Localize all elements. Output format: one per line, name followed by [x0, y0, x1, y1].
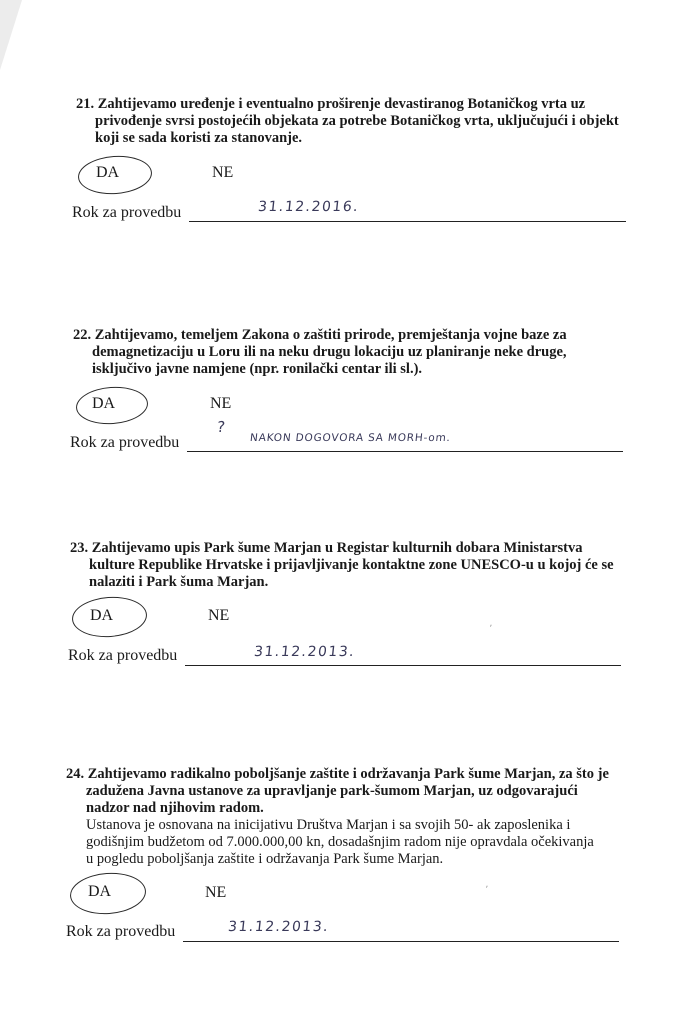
question-24-note-line-1: Ustanova je osnovana na inicijativu Društva Marjan i sa svojih 50- ak zaposlenika i: [86, 817, 571, 833]
rok-underline: [185, 665, 621, 666]
ne-option[interactable]: NE: [212, 164, 234, 181]
question-23-line-2: kulture Republike Hrvatske i prijavljivanje kontaktne zone UNESCO-u u kojoj će se: [89, 557, 614, 573]
handwritten-deadline: 31.12.2013.: [227, 919, 330, 935]
rok-label: Rok za provedbu: [72, 204, 182, 221]
da-option[interactable]: DA: [96, 164, 120, 181]
question-21-line-1: 21. Zahtijevamo uređenje i eventualno proširenje devastiranog Botaničkog vrta uz: [76, 96, 586, 112]
scan-speck: ʹ: [486, 884, 488, 894]
question-24-note-line-3: u pogledu poboljšanja zaštite i održavanja Park šume Marjan.: [86, 851, 444, 867]
da-option[interactable]: DA: [90, 607, 114, 624]
ne-option[interactable]: NE: [208, 607, 230, 624]
rok-label: Rok za provedbu: [70, 434, 180, 451]
handwritten-deadline: NAKON DOGOVORA SA MORH-om.: [249, 432, 452, 444]
da-option[interactable]: DA: [88, 883, 112, 900]
question-22-line-3: isključivo javne namjene (npr. ronilački centar ili sl.).: [92, 361, 423, 377]
question-24-note-line-2: godišnjim budžetom od 7.000.000,00 kn, dosadašnjim radom nije opravdala očekivanja: [86, 834, 594, 850]
rok-underline: [189, 221, 626, 222]
rok-underline: [187, 451, 623, 452]
scan-speck: ʹ: [490, 623, 492, 633]
question-23-line-1: 23. Zahtijevamo upis Park šume Marjan u Registar kulturnih dobara Ministarstva: [70, 540, 583, 556]
handwritten-question-mark: ?: [216, 418, 228, 436]
handwritten-deadline: 31.12.2016.: [257, 199, 360, 215]
question-21-line-3: koji se sada koristi za stanovanje.: [95, 130, 303, 146]
question-23-line-3: nalaziti i Park šuma Marjan.: [89, 574, 269, 590]
ne-option[interactable]: NE: [205, 884, 227, 901]
handwritten-deadline: 31.12.2013.: [253, 644, 356, 660]
rok-label: Rok za provedbu: [68, 647, 178, 664]
rok-label: Rok za provedbu: [66, 923, 176, 940]
rok-underline: [183, 941, 619, 942]
question-24-line-2: zadužena Javna ustanove za upravljanje park-šumom Marjan, uz odgovarajući: [86, 783, 578, 799]
question-22-line-1: 22. Zahtijevamo, temeljem Zakona o zaštiti prirode, premještanja vojne baze za: [73, 327, 567, 343]
question-21-line-2: privođenje svrsi postojećih objekata za potrebe Botaničkog vrta, uključujući i objekt: [95, 113, 619, 129]
ne-option[interactable]: NE: [210, 395, 232, 412]
da-option[interactable]: DA: [92, 395, 116, 412]
question-22-line-2: demagnetizaciju u Loru ili na neku drugu lokaciju uz planiranje neke druge,: [92, 344, 567, 360]
question-24-line-3: nadzor nad njihovim radom.: [86, 800, 264, 816]
page-corner-shadow: [0, 0, 22, 70]
question-24-line-1: 24. Zahtijevamo radikalno poboljšanje zaštite i održavanja Park šume Marjan, za što je: [66, 766, 609, 782]
